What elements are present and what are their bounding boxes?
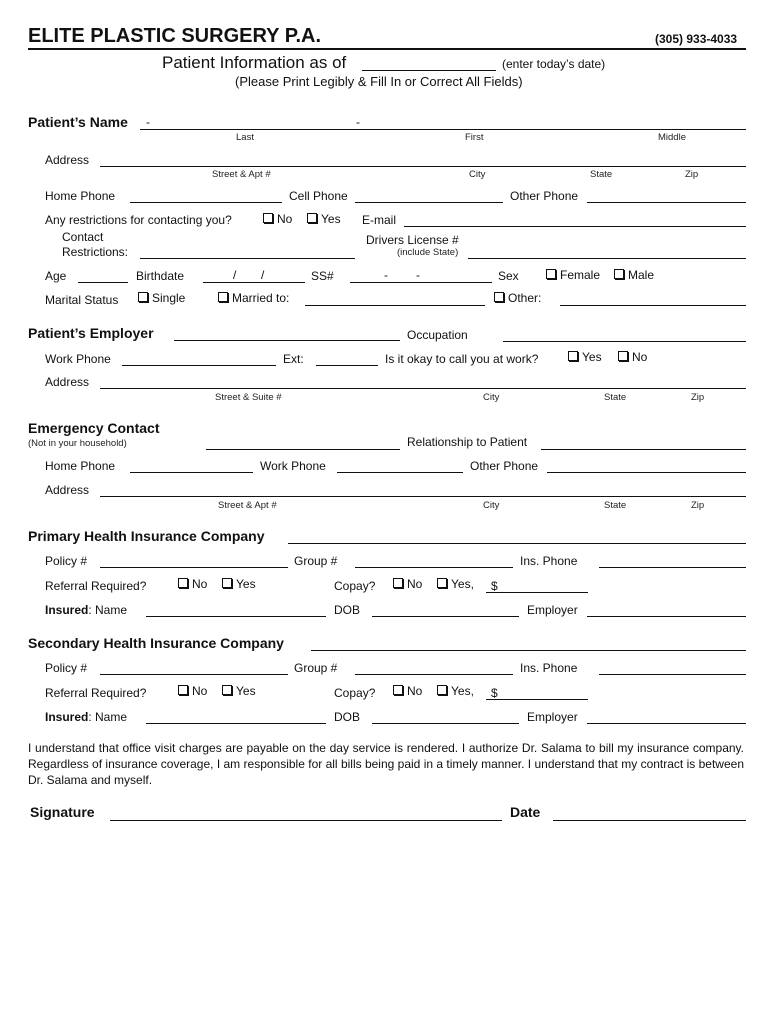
primary-copay-label: Copay? [334, 579, 376, 593]
work-phone-field[interactable] [122, 365, 276, 366]
primary-dob-field[interactable] [372, 616, 519, 617]
practice-name: ELITE PLASTIC SURGERY P.A. [28, 25, 322, 47]
restrictions-no-label: No [277, 212, 293, 226]
name-dash-1: - [146, 115, 150, 129]
work-phone-label: Work Phone [45, 352, 111, 366]
emergency-work-phone-label: Work Phone [260, 459, 326, 473]
home-phone-label: Home Phone [45, 189, 116, 203]
patient-address-field[interactable] [100, 166, 746, 167]
primary-copay-dollar: $ [491, 579, 498, 593]
secondary-copay-no-label: No [407, 684, 423, 698]
birthdate-field[interactable] [203, 282, 305, 283]
call-work-yes-checkbox[interactable] [568, 351, 578, 361]
employer-name-field[interactable] [174, 340, 400, 341]
employer-city-caption: City [483, 392, 500, 403]
patient-name-field[interactable] [140, 129, 746, 130]
age-field[interactable] [78, 282, 128, 283]
header-rule [28, 48, 746, 50]
secondary-policy-field[interactable] [100, 674, 288, 675]
primary-copay-no-checkbox[interactable] [393, 578, 403, 588]
secondary-insured-label: Insured [45, 710, 89, 724]
employer-state-caption: State [604, 392, 627, 403]
married-checkbox[interactable] [218, 292, 228, 302]
secondary-referral-yes-label: Yes [236, 684, 256, 698]
emergency-name-field[interactable] [206, 449, 400, 450]
signature-field[interactable] [110, 820, 502, 821]
secondary-group-field[interactable] [355, 674, 513, 675]
secondary-insured-name-label: : Name [88, 710, 128, 724]
birthdate-slash-2: / [261, 268, 265, 282]
secondary-dob-label: DOB [334, 710, 361, 724]
contact-label: Contact [62, 230, 104, 244]
primary-referral-no-label: No [192, 577, 208, 591]
middle-caption: Middle [658, 132, 686, 143]
secondary-copay-dollar: $ [491, 686, 498, 700]
emergency-note: (Not in your household) [28, 438, 127, 449]
relationship-field[interactable] [541, 449, 746, 450]
call-work-no-checkbox[interactable] [618, 351, 628, 361]
primary-referral-no-checkbox[interactable] [178, 578, 188, 588]
zip-caption: Zip [685, 169, 699, 180]
age-label: Age [45, 269, 67, 283]
secondary-ins-phone-field[interactable] [599, 674, 746, 675]
restrictions-yes-label: Yes [321, 212, 341, 226]
restrictions-label: Restrictions: [62, 245, 129, 259]
male-label: Male [628, 268, 655, 282]
secondary-copay-yes-label: Yes, [451, 684, 474, 698]
ss-field[interactable] [350, 282, 492, 283]
primary-ins-phone-field[interactable] [599, 567, 746, 568]
primary-copay-yes-checkbox[interactable] [437, 578, 447, 588]
call-work-yes-label: Yes [582, 350, 602, 364]
secondary-insurance-company-field[interactable] [311, 650, 746, 651]
secondary-insured-name-field[interactable] [146, 723, 326, 724]
emergency-other-phone-label: Other Phone [470, 459, 539, 473]
signature-label: Signature [30, 804, 95, 820]
marital-status-label: Marital Status [45, 293, 119, 307]
call-work-no-label: No [632, 350, 648, 364]
secondary-insurance-label: Secondary Health Insurance Company [28, 635, 284, 651]
primary-policy-field[interactable] [100, 567, 288, 568]
male-checkbox[interactable] [614, 269, 624, 279]
ss-dash-2: - [416, 268, 420, 282]
secondary-copay-yes-checkbox[interactable] [437, 685, 447, 695]
name-dash-2: - [356, 115, 360, 129]
email-label: E-mail [362, 213, 397, 227]
emergency-zip-caption: Zip [691, 500, 705, 511]
form-title: Patient Information as of [162, 53, 347, 72]
employer-zip-caption: Zip [691, 392, 705, 403]
call-at-work-question: Is it okay to call you at work? [385, 352, 539, 366]
other-phone-label: Other Phone [510, 189, 579, 203]
secondary-dob-field[interactable] [372, 723, 519, 724]
primary-referral-yes-checkbox[interactable] [222, 578, 232, 588]
drivers-license-field[interactable] [468, 258, 746, 259]
primary-group-field[interactable] [355, 567, 513, 568]
street-caption: Street & Apt # [212, 169, 271, 180]
practice-phone: (305) 933-4033 [655, 32, 738, 46]
primary-insured-name-field[interactable] [146, 616, 326, 617]
emergency-work-phone-field[interactable] [337, 472, 463, 473]
address-label: Address [45, 153, 90, 167]
ext-label: Ext: [283, 352, 304, 366]
secondary-referral-no-label: No [192, 684, 208, 698]
sex-label: Sex [498, 269, 519, 283]
first-caption: First [465, 132, 484, 143]
employer-street-caption: Street & Suite # [215, 392, 282, 403]
female-checkbox[interactable] [546, 269, 556, 279]
contact-restrictions-field[interactable] [140, 258, 355, 259]
emergency-street-caption: Street & Apt # [218, 500, 277, 511]
other-marital-field[interactable] [560, 305, 746, 306]
secondary-employer-field[interactable] [587, 723, 746, 724]
emergency-home-phone-field[interactable] [130, 472, 253, 473]
restrictions-question: Any restrictions for contacting you? [45, 213, 232, 227]
emergency-other-phone-field[interactable] [547, 472, 746, 473]
primary-group-label: Group # [294, 554, 338, 568]
primary-insured-name-label: : Name [88, 603, 128, 617]
primary-insurance-label: Primary Health Insurance Company [28, 528, 265, 544]
birthdate-slash-1: / [233, 268, 237, 282]
signature-date-label: Date [510, 804, 541, 820]
primary-referral-yes-label: Yes [236, 577, 256, 591]
secondary-referral-label: Referral Required? [45, 686, 147, 700]
primary-referral-label: Referral Required? [45, 579, 147, 593]
instructions: (Please Print Legibly & Fill In or Correct All Fields) [235, 74, 523, 89]
primary-ins-phone-label: Ins. Phone [520, 554, 578, 568]
secondary-referral-yes-checkbox[interactable] [222, 685, 232, 695]
primary-copay-amount-field[interactable] [486, 592, 588, 593]
other-marital-label: Other: [508, 291, 542, 305]
primary-dob-label: DOB [334, 603, 361, 617]
patient-name-label: Patient’s Name [28, 114, 128, 130]
emergency-section-label: Emergency Contact [28, 420, 160, 436]
secondary-referral-no-checkbox[interactable] [178, 685, 188, 695]
employer-address-field[interactable] [100, 388, 746, 389]
primary-insured-label: Insured [45, 603, 89, 617]
today-date-field[interactable] [362, 70, 496, 71]
state-caption: State [590, 169, 613, 180]
cell-phone-field[interactable] [355, 202, 503, 203]
primary-insurance-company-field[interactable] [288, 543, 746, 544]
primary-copay-no-label: No [407, 577, 423, 591]
employer-address-label: Address [45, 375, 90, 389]
primary-policy-label: Policy # [45, 554, 88, 568]
restrictions-yes-checkbox[interactable] [307, 213, 317, 223]
single-label: Single [152, 291, 186, 305]
primary-employer-field[interactable] [587, 616, 746, 617]
cell-phone-label: Cell Phone [289, 189, 348, 203]
date-hint: (enter today’s date) [502, 57, 606, 71]
signature-date-field[interactable] [553, 820, 746, 821]
female-label: Female [560, 268, 601, 282]
occupation-label: Occupation [407, 328, 468, 342]
secondary-ins-phone-label: Ins. Phone [520, 661, 578, 675]
secondary-copay-no-checkbox[interactable] [393, 685, 403, 695]
emergency-address-label: Address [45, 483, 90, 497]
ss-label: SS# [311, 269, 334, 283]
occupation-field[interactable] [503, 341, 746, 342]
other-phone-field[interactable] [587, 202, 746, 203]
emergency-city-caption: City [483, 500, 500, 511]
secondary-employer-label: Employer [527, 710, 578, 724]
birthdate-label: Birthdate [136, 269, 185, 283]
secondary-policy-label: Policy # [45, 661, 88, 675]
last-caption: Last [236, 132, 254, 143]
secondary-group-label: Group # [294, 661, 338, 675]
drivers-license-label: Drivers License # [366, 233, 459, 247]
married-to-label: Married to: [232, 291, 290, 305]
emergency-home-phone-label: Home Phone [45, 459, 116, 473]
single-checkbox[interactable] [138, 292, 148, 302]
include-state-note: (include State) [397, 247, 459, 258]
secondary-copay-amount-field[interactable] [486, 699, 588, 700]
secondary-copay-label: Copay? [334, 686, 376, 700]
primary-employer-label: Employer [527, 603, 578, 617]
ss-dash-1: - [384, 268, 388, 282]
home-phone-field[interactable] [130, 202, 282, 203]
primary-copay-yes-label: Yes, [451, 577, 474, 591]
restrictions-no-checkbox[interactable] [263, 213, 273, 223]
married-to-field[interactable] [305, 305, 485, 306]
relationship-label: Relationship to Patient [407, 435, 528, 449]
emergency-state-caption: State [604, 500, 627, 511]
other-marital-checkbox[interactable] [494, 292, 504, 302]
ext-field[interactable] [316, 365, 378, 366]
emergency-address-field[interactable] [100, 496, 746, 497]
city-caption: City [469, 169, 486, 180]
email-field[interactable] [404, 226, 746, 227]
agreement-text: I understand that office visit charges are payable on the day service is rendered. I authorize Dr. Salama to bill my insurance company. Regardless of insurance coverage, I am responsible for all bills being paid in a timely manner. I understand that my contract is between Dr. Salama and myself. [28, 741, 744, 787]
employer-section-label: Patient’s Employer [28, 325, 154, 341]
